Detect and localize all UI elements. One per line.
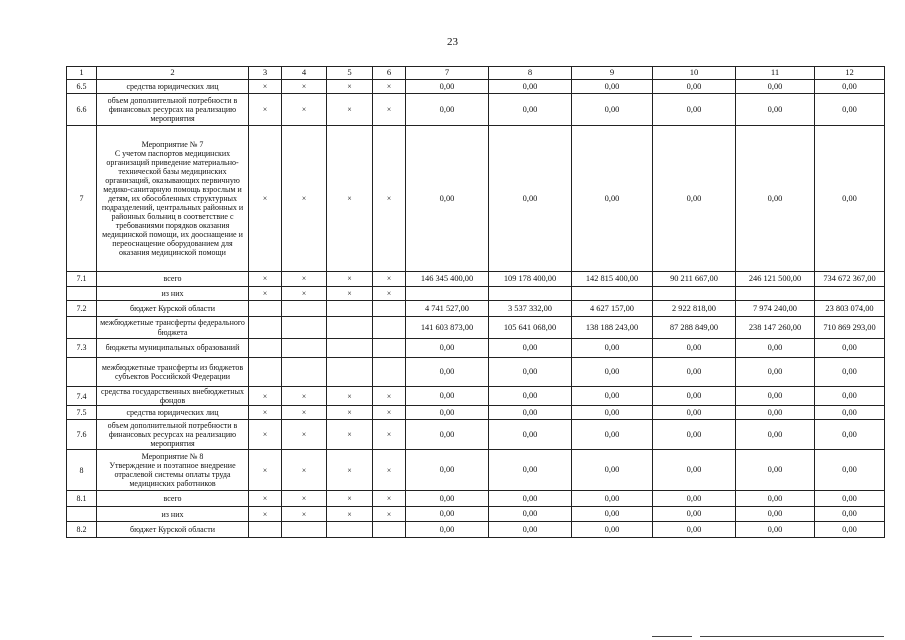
- row-name-cell: межбюджетные трансферты федерального бюджета: [97, 317, 249, 339]
- amount-cell: 0,00: [815, 358, 885, 387]
- row-name-cell: всего: [97, 272, 249, 287]
- marker-cell: ×: [249, 450, 282, 491]
- marker-cell: ×: [327, 387, 373, 406]
- marker-cell: [282, 317, 327, 339]
- row-name-cell: [97, 450, 249, 491]
- table-row: [67, 80, 885, 94]
- marker-cell: [373, 301, 406, 317]
- marker-cell: [327, 317, 373, 339]
- amount-cell: 0,00: [736, 94, 815, 126]
- amount-cell: 0,00: [815, 420, 885, 450]
- table-row: [67, 406, 885, 420]
- row-number-cell: 8.2: [67, 522, 97, 538]
- row-number-cell: 7.3: [67, 339, 97, 358]
- row-name-cell: бюджеты муниципальных образований: [97, 339, 249, 358]
- marker-cell: ×: [373, 387, 406, 406]
- measure-title: Мероприятие № 8: [141, 452, 204, 461]
- measure-title: Мероприятие № 7: [141, 139, 204, 149]
- amount-cell: 0,00: [572, 126, 653, 272]
- marker-cell: ×: [249, 406, 282, 420]
- amount-cell: 0,00: [489, 387, 572, 406]
- marker-cell: ×: [249, 94, 282, 126]
- marker-cell: [327, 522, 373, 538]
- marker-cell: [282, 301, 327, 317]
- amount-cell: 0,00: [736, 358, 815, 387]
- amount-cell: 0,00: [572, 387, 653, 406]
- column-header: 5: [327, 67, 373, 80]
- measure-description: С учетом паспортов медицинских организаций приведение материально-технической базы медицинских организаций, оказывающих первичную медико-санитарную помощь взрослым и детям, их обособленных структурных подразделений, центральных районных и районных больниц в соответствие с требованиями порядков оказания медицинской помощи, их дооснащение и переоснащение оборудованием для оказания медицинской помощи: [101, 148, 244, 258]
- amount-cell: 3 537 332,00: [489, 301, 572, 317]
- amount-cell: 0,00: [572, 94, 653, 126]
- column-header: 6: [373, 67, 406, 80]
- amount-cell: 0,00: [736, 387, 815, 406]
- page-number: 23: [447, 36, 458, 48]
- marker-cell: ×: [282, 94, 327, 126]
- amount-cell: 0,00: [489, 420, 572, 450]
- table-row: [67, 287, 885, 301]
- row-name-cell: средства юридических лиц: [97, 80, 249, 94]
- marker-cell: [249, 522, 282, 538]
- amount-cell: 0,00: [406, 491, 489, 507]
- amount-cell: 0,00: [653, 80, 736, 94]
- row-name-cell: из них: [97, 507, 249, 522]
- amount-cell: 0,00: [572, 420, 653, 450]
- column-header: 10: [653, 67, 736, 80]
- amount-cell: 0,00: [653, 94, 736, 126]
- amount-cell: 0,00: [406, 94, 489, 126]
- amount-cell: 0,00: [815, 450, 885, 491]
- amount-cell: 0,00: [489, 80, 572, 94]
- amount-cell: 0,00: [406, 406, 489, 420]
- amount-cell: 0,00: [572, 450, 653, 491]
- row-name-cell: объем дополнительной потребности в финансовых ресурсах на реализацию мероприятия: [97, 420, 249, 450]
- marker-cell: ×: [373, 450, 406, 491]
- amount-cell: 0,00: [815, 387, 885, 406]
- amount-cell: 23 803 074,00: [815, 301, 885, 317]
- amount-cell: 4 741 527,00: [406, 301, 489, 317]
- amount-cell: 0,00: [653, 522, 736, 538]
- column-header: 1: [67, 67, 97, 80]
- amount-cell: 0,00: [653, 491, 736, 507]
- row-number-cell: 8: [67, 450, 97, 491]
- amount-cell: 0,00: [736, 507, 815, 522]
- amount-cell: 4 627 157,00: [572, 301, 653, 317]
- row-number-cell: 8.1: [67, 491, 97, 507]
- amount-cell: [736, 287, 815, 301]
- amount-cell: 0,00: [406, 522, 489, 538]
- amount-cell: [815, 287, 885, 301]
- marker-cell: ×: [282, 507, 327, 522]
- amount-cell: 0,00: [572, 358, 653, 387]
- row-number-cell: 6.5: [67, 80, 97, 94]
- amount-cell: 0,00: [815, 94, 885, 126]
- marker-cell: [373, 358, 406, 387]
- amount-cell: [489, 287, 572, 301]
- row-name-cell: бюджет Курской области: [97, 522, 249, 538]
- row-number-cell: 7.1: [67, 272, 97, 287]
- amount-cell: 0,00: [406, 339, 489, 358]
- amount-cell: 0,00: [572, 339, 653, 358]
- marker-cell: ×: [327, 287, 373, 301]
- amount-cell: 87 288 849,00: [653, 317, 736, 339]
- marker-cell: ×: [327, 491, 373, 507]
- amount-cell: 0,00: [572, 522, 653, 538]
- table-row: [67, 339, 885, 358]
- row-name-cell: средства государственных внебюджетных фондов: [97, 387, 249, 406]
- marker-cell: ×: [373, 287, 406, 301]
- marker-cell: ×: [249, 507, 282, 522]
- amount-cell: 0,00: [406, 507, 489, 522]
- amount-cell: 0,00: [406, 126, 489, 272]
- marker-cell: ×: [373, 406, 406, 420]
- amount-cell: 0,00: [653, 358, 736, 387]
- marker-cell: [373, 522, 406, 538]
- amount-cell: 0,00: [653, 420, 736, 450]
- amount-cell: 0,00: [572, 491, 653, 507]
- column-header: 4: [282, 67, 327, 80]
- table-row: [67, 450, 885, 491]
- marker-cell: ×: [282, 126, 327, 272]
- amount-cell: 7 974 240,00: [736, 301, 815, 317]
- amount-cell: 0,00: [736, 126, 815, 272]
- amount-cell: [572, 287, 653, 301]
- amount-cell: 238 147 260,00: [736, 317, 815, 339]
- amount-cell: 0,00: [815, 126, 885, 272]
- header-row: [67, 67, 885, 80]
- row-number-cell: 7.4: [67, 387, 97, 406]
- marker-cell: ×: [327, 126, 373, 272]
- amount-cell: 146 345 400,00: [406, 272, 489, 287]
- amount-cell: 105 641 068,00: [489, 317, 572, 339]
- marker-cell: ×: [282, 420, 327, 450]
- amount-cell: 2 922 818,00: [653, 301, 736, 317]
- table-row: [67, 507, 885, 522]
- marker-cell: ×: [282, 406, 327, 420]
- table-row: [67, 387, 885, 406]
- table-row: [67, 94, 885, 126]
- row-name-cell: всего: [97, 491, 249, 507]
- amount-cell: 0,00: [653, 126, 736, 272]
- amount-cell: 0,00: [653, 406, 736, 420]
- row-name-cell: объем дополнительной потребности в финансовых ресурсах на реализацию мероприятия: [97, 94, 249, 126]
- amount-cell: 0,00: [653, 450, 736, 491]
- row-name-cell: межбюджетные трансферты из бюджетов субъектов Российской Федерации: [97, 358, 249, 387]
- table-row: [67, 358, 885, 387]
- table-row: [67, 126, 885, 272]
- marker-cell: ×: [249, 126, 282, 272]
- amount-cell: 0,00: [572, 406, 653, 420]
- marker-cell: ×: [282, 287, 327, 301]
- amount-cell: [406, 287, 489, 301]
- marker-cell: ×: [373, 80, 406, 94]
- amount-cell: 0,00: [653, 339, 736, 358]
- amount-cell: 0,00: [815, 80, 885, 94]
- row-name-cell: средства юридических лиц: [97, 406, 249, 420]
- row-number-cell: 7.5: [67, 406, 97, 420]
- table-row: [67, 420, 885, 450]
- amount-cell: 0,00: [736, 420, 815, 450]
- row-number-cell: 7: [67, 126, 97, 272]
- amount-cell: 0,00: [489, 358, 572, 387]
- marker-cell: ×: [373, 420, 406, 450]
- amount-cell: 109 178 400,00: [489, 272, 572, 287]
- column-header: 2: [97, 67, 249, 80]
- amount-cell: 90 211 667,00: [653, 272, 736, 287]
- amount-cell: 0,00: [489, 126, 572, 272]
- marker-cell: ×: [249, 420, 282, 450]
- column-header: 12: [815, 67, 885, 80]
- marker-cell: ×: [282, 80, 327, 94]
- marker-cell: ×: [373, 272, 406, 287]
- marker-cell: [282, 339, 327, 358]
- marker-cell: ×: [282, 272, 327, 287]
- amount-cell: 0,00: [406, 358, 489, 387]
- marker-cell: [249, 301, 282, 317]
- amount-cell: 0,00: [815, 522, 885, 538]
- marker-cell: [327, 339, 373, 358]
- marker-cell: ×: [327, 94, 373, 126]
- amount-cell: 0,00: [736, 339, 815, 358]
- budget-table: [66, 66, 885, 538]
- marker-cell: ×: [327, 450, 373, 491]
- amount-cell: 0,00: [736, 406, 815, 420]
- marker-cell: [373, 339, 406, 358]
- marker-cell: ×: [373, 491, 406, 507]
- amount-cell: 0,00: [736, 450, 815, 491]
- marker-cell: [282, 358, 327, 387]
- amount-cell: 0,00: [489, 339, 572, 358]
- column-header: 7: [406, 67, 489, 80]
- marker-cell: [373, 317, 406, 339]
- marker-cell: [282, 522, 327, 538]
- amount-cell: 0,00: [489, 450, 572, 491]
- amount-cell: 142 815 400,00: [572, 272, 653, 287]
- marker-cell: [249, 339, 282, 358]
- amount-cell: 0,00: [406, 420, 489, 450]
- row-number-cell: [67, 358, 97, 387]
- column-header: 11: [736, 67, 815, 80]
- amount-cell: 0,00: [736, 491, 815, 507]
- marker-cell: [249, 358, 282, 387]
- amount-cell: 0,00: [489, 94, 572, 126]
- table-row: [67, 272, 885, 287]
- amount-cell: 0,00: [653, 507, 736, 522]
- marker-cell: ×: [249, 287, 282, 301]
- amount-cell: 0,00: [489, 507, 572, 522]
- amount-cell: 0,00: [406, 450, 489, 491]
- measure-description: Утверждение и поэтапное внедрение отраслевой системы оплаты труда медицинских работников: [109, 461, 236, 489]
- table-row: [67, 317, 885, 339]
- column-header: 3: [249, 67, 282, 80]
- amount-cell: 0,00: [489, 406, 572, 420]
- row-name-cell: из них: [97, 287, 249, 301]
- marker-cell: ×: [373, 126, 406, 272]
- amount-cell: 0,00: [815, 406, 885, 420]
- amount-cell: 0,00: [736, 80, 815, 94]
- table-row: [67, 491, 885, 507]
- amount-cell: 0,00: [815, 491, 885, 507]
- marker-cell: ×: [249, 387, 282, 406]
- table-row: [67, 301, 885, 317]
- footer-rule: [700, 636, 884, 637]
- marker-cell: ×: [327, 507, 373, 522]
- row-number-cell: 7.6: [67, 420, 97, 450]
- amount-cell: 0,00: [815, 507, 885, 522]
- marker-cell: ×: [327, 272, 373, 287]
- marker-cell: ×: [282, 387, 327, 406]
- amount-cell: 0,00: [406, 80, 489, 94]
- marker-cell: ×: [249, 491, 282, 507]
- marker-cell: ×: [249, 272, 282, 287]
- marker-cell: ×: [327, 406, 373, 420]
- marker-cell: ×: [373, 94, 406, 126]
- marker-cell: [327, 301, 373, 317]
- marker-cell: ×: [282, 450, 327, 491]
- amount-cell: 0,00: [572, 507, 653, 522]
- column-header: 8: [489, 67, 572, 80]
- amount-cell: 0,00: [489, 522, 572, 538]
- amount-cell: 0,00: [736, 522, 815, 538]
- amount-cell: 141 603 873,00: [406, 317, 489, 339]
- amount-cell: 0,00: [815, 339, 885, 358]
- row-number-cell: [67, 287, 97, 301]
- amount-cell: 710 869 293,00: [815, 317, 885, 339]
- row-number-cell: [67, 317, 97, 339]
- marker-cell: ×: [327, 80, 373, 94]
- marker-cell: ×: [327, 420, 373, 450]
- row-name-cell: [97, 126, 249, 272]
- amount-cell: 138 188 243,00: [572, 317, 653, 339]
- marker-cell: [327, 358, 373, 387]
- amount-cell: 0,00: [489, 491, 572, 507]
- row-number-cell: 6.6: [67, 94, 97, 126]
- amount-cell: 734 672 367,00: [815, 272, 885, 287]
- marker-cell: ×: [249, 80, 282, 94]
- row-name-cell: бюджет Курской области: [97, 301, 249, 317]
- amount-cell: [653, 287, 736, 301]
- footer-rule: [652, 636, 692, 637]
- table-row: [67, 522, 885, 538]
- marker-cell: ×: [282, 491, 327, 507]
- row-number-cell: 7.2: [67, 301, 97, 317]
- marker-cell: [249, 317, 282, 339]
- amount-cell: 0,00: [572, 80, 653, 94]
- column-header: 9: [572, 67, 653, 80]
- amount-cell: 0,00: [406, 387, 489, 406]
- amount-cell: 246 121 500,00: [736, 272, 815, 287]
- amount-cell: 0,00: [653, 387, 736, 406]
- marker-cell: ×: [373, 507, 406, 522]
- row-number-cell: [67, 507, 97, 522]
